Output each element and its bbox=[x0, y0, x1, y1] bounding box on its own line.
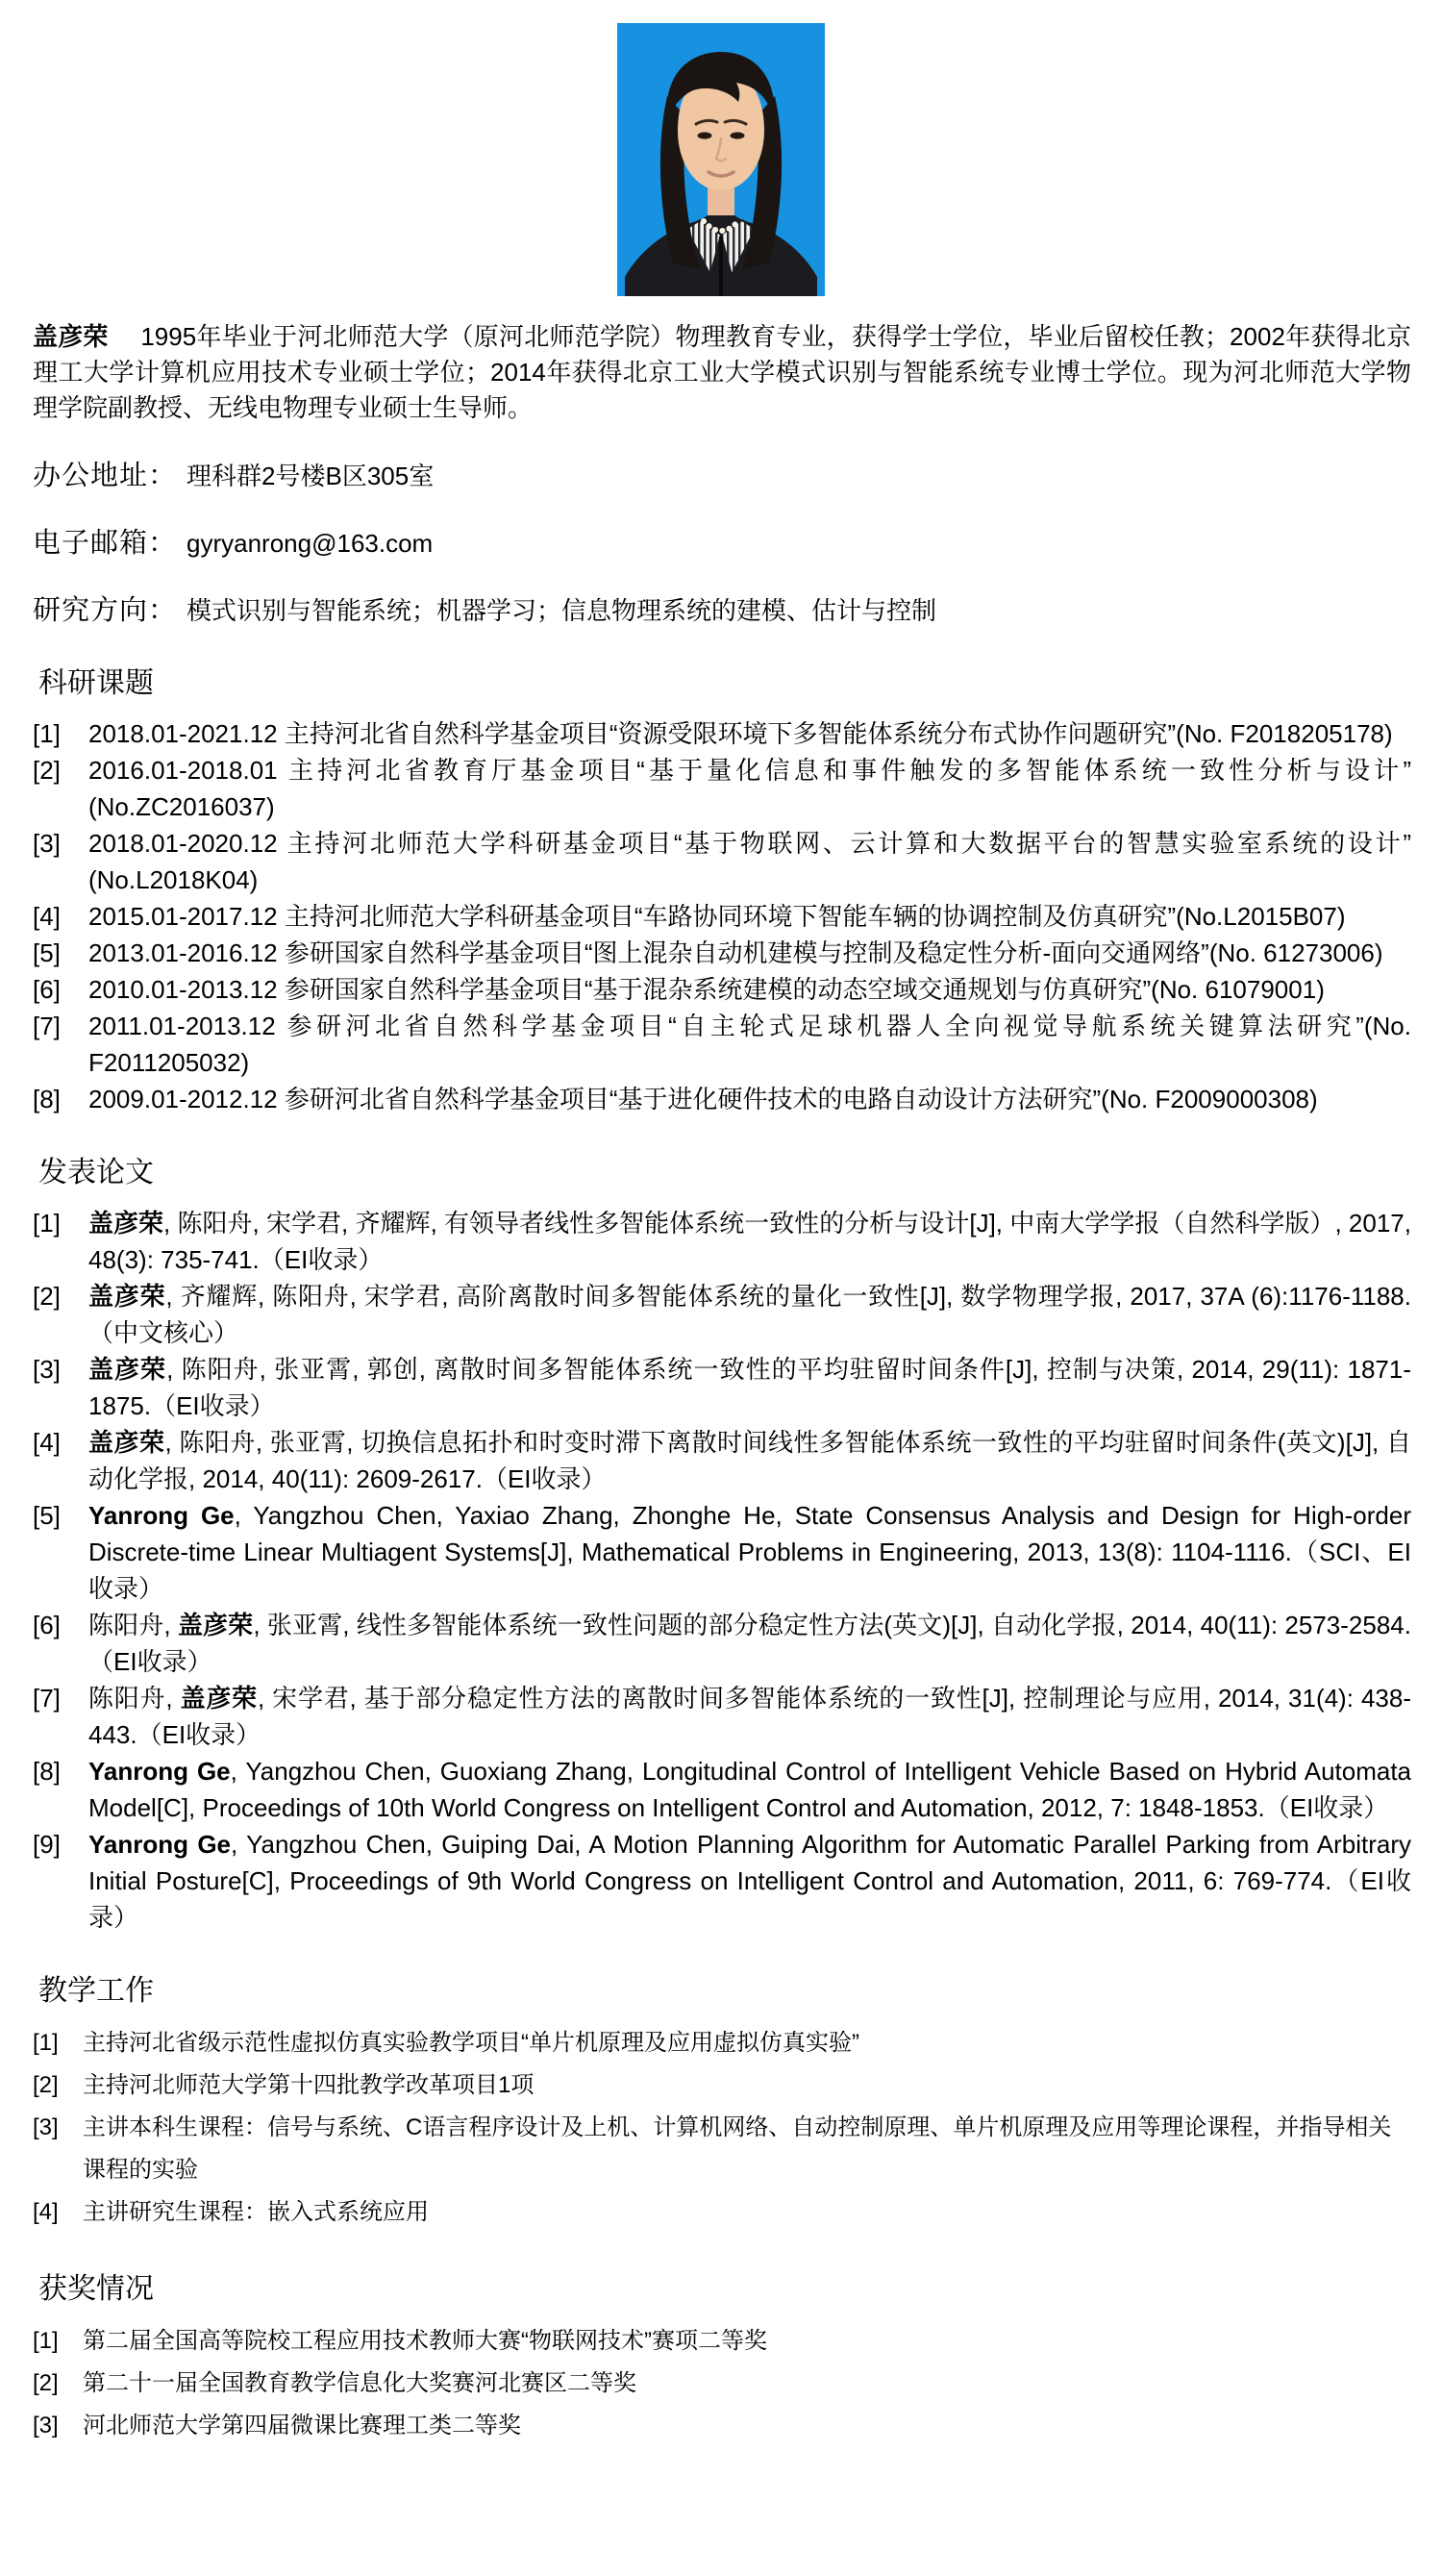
item-text bbox=[83, 2320, 1411, 2363]
item-text bbox=[88, 1680, 1411, 1753]
item-marker: [3] bbox=[33, 2413, 59, 2438]
publication-item bbox=[33, 1753, 1411, 1826]
publication-item bbox=[33, 1424, 1411, 1497]
text-segment: , 张亚霄, 线性多智能体系统一致性问题的部分稳定性方法(英文)[J], 自动化学报, 2014, 40(11): 2573-2584.（EI收录） bbox=[88, 1611, 1411, 1676]
text-segment: 陈阳舟, bbox=[88, 1611, 178, 1639]
item-marker: [3] bbox=[33, 1355, 61, 1384]
photo-area bbox=[0, 0, 1442, 296]
text-segment: , 宋学君, 基于部分稳定性方法的离散时间多智能体系统的一致性[J], 控制理论与应用, 2014, 31(4): 438-443.（EI收录） bbox=[88, 1684, 1411, 1749]
text-segment: 河北师范大学第四届微课比赛理工类二等奖 bbox=[83, 2413, 521, 2438]
item-text bbox=[88, 1424, 1411, 1497]
item-text bbox=[83, 2064, 1411, 2107]
section-heading-publications: 发表论文 bbox=[38, 1157, 154, 1188]
publication-item bbox=[33, 1826, 1411, 1936]
bio-paragraph bbox=[33, 319, 1411, 426]
item-marker: [1] bbox=[33, 719, 61, 748]
text-segment: 主持河北省级示范性虚拟仿真实验教学项目“单片机原理及应用虚拟仿真实验” bbox=[83, 2030, 859, 2056]
item-marker: [3] bbox=[33, 2114, 59, 2140]
text-segment: 第二届全国高等院校工程应用技术教师大赛“物联网技术”赛项二等奖 bbox=[83, 2328, 767, 2354]
item-text bbox=[88, 971, 1411, 1008]
text-segment: 2010.01-2013.12 参研国家自然科学基金项目“基于混杂系统建模的动态空域交通规划与仿真研究”(No. 61079001) bbox=[88, 975, 1325, 1004]
project-item bbox=[33, 1008, 1411, 1081]
text-segment: , 齐耀辉, 陈阳舟, 宋学君, 高阶离散时间多智能体系统的量化一致性[J], 数学物理学报, 2017, 37A (6):1176-1188.（中文核心） bbox=[88, 1282, 1411, 1347]
text-segment: 2018.01-2021.12 主持河北省自然科学基金项目“资源受限环境下多智能体系统分布式协作问题研究”(No. F2018205178) bbox=[88, 719, 1393, 748]
item-marker: [8] bbox=[33, 1085, 61, 1113]
project-item bbox=[33, 1081, 1411, 1117]
item-marker: [3] bbox=[33, 829, 61, 858]
item-marker: [1] bbox=[33, 2030, 59, 2056]
teaching-list bbox=[33, 2022, 1411, 2234]
text-segment: 2009.01-2012.12 参研河北省自然科学基金项目“基于进化硬件技术的电路自动设计方法研究”(No. F2009000308) bbox=[88, 1085, 1318, 1113]
award-item bbox=[33, 2320, 1411, 2363]
teaching-item bbox=[33, 2191, 1411, 2234]
publications-list bbox=[33, 1205, 1411, 1936]
publication-item bbox=[33, 1680, 1411, 1753]
award-item bbox=[33, 2363, 1411, 2405]
item-text bbox=[88, 1607, 1411, 1680]
award-item bbox=[33, 2405, 1411, 2447]
highlighted-name: Yanrong Ge bbox=[88, 1757, 231, 1786]
highlighted-name: 盖彦荣 bbox=[88, 1209, 164, 1238]
email-label: 电子邮箱： bbox=[33, 528, 178, 559]
highlighted-name: 盖彦荣 bbox=[88, 1428, 165, 1457]
research-direction-value: 模式识别与智能系统；机器学习；信息物理系统的建模、估计与控制 bbox=[186, 596, 937, 625]
item-marker: [2] bbox=[33, 2072, 59, 2098]
item-text bbox=[88, 1205, 1411, 1278]
text-segment: 2011.01-2013.12 参研河北省自然科学基金项目“自主轮式足球机器人全向视觉导航系统关键算法研究”(No. F2011205032) bbox=[88, 1012, 1411, 1077]
profile-content bbox=[0, 319, 1442, 2447]
item-marker: [8] bbox=[33, 1757, 61, 1786]
text-segment: 主讲本科生课程：信号与系统、C语言程序设计及上机、计算机网络、自动控制原理、单片机原理及应用等理论课程，并指导相关课程的实验 bbox=[83, 2114, 1392, 2183]
item-marker: [7] bbox=[33, 1684, 61, 1713]
item-text bbox=[83, 2022, 1411, 2064]
item-marker: [5] bbox=[33, 1501, 61, 1530]
publication-item bbox=[33, 1278, 1411, 1351]
portrait-photo bbox=[617, 23, 825, 296]
text-segment: 2016.01-2018.01 主持河北省教育厅基金项目“基于量化信息和事件触发的多智能体系统一致性分析与设计”(No.ZC2016037) bbox=[88, 756, 1411, 821]
item-marker: [2] bbox=[33, 2370, 59, 2396]
office-address-label: 办公地址： bbox=[33, 461, 178, 491]
text-segment: 主讲研究生课程：嵌入式系统应用 bbox=[83, 2199, 429, 2225]
text-segment: 2015.01-2017.12 主持河北师范大学科研基金项目“车路协同环境下智能车辆的协调控制及仿真研究”(No.L2015B07) bbox=[88, 902, 1346, 931]
project-item bbox=[33, 935, 1411, 971]
item-text bbox=[83, 2191, 1411, 2234]
teaching-item bbox=[33, 2107, 1411, 2191]
item-text bbox=[88, 752, 1411, 825]
item-marker: [4] bbox=[33, 1428, 61, 1457]
item-text bbox=[88, 1008, 1411, 1081]
project-item bbox=[33, 715, 1411, 752]
text-segment: 陈阳舟, bbox=[88, 1684, 181, 1713]
highlighted-name: Yanrong Ge bbox=[88, 1501, 235, 1530]
highlighted-name: 盖彦荣 bbox=[88, 1282, 166, 1311]
item-text bbox=[88, 1753, 1411, 1826]
text-segment: , Yangzhou Chen, Guiping Dai, A Motion Planning Algorithm for Automatic Parallel Parking from Arbitrary Initial Posture[C], Proceedings of 9th World Congress on Intelligent Control and Automation, 2011, 6: 769-774.（EI收录） bbox=[88, 1830, 1411, 1932]
item-text bbox=[83, 2363, 1411, 2405]
section-heading-awards: 获奖情况 bbox=[38, 2273, 154, 2305]
publication-item bbox=[33, 1205, 1411, 1278]
project-item bbox=[33, 825, 1411, 898]
item-text bbox=[88, 1278, 1411, 1351]
item-text bbox=[88, 825, 1411, 898]
text-segment: , 陈阳舟, 宋学君, 齐耀辉, 有领导者线性多智能体系统一致性的分析与设计[J], 中南大学学报（自然科学版）, 2017, 48(3): 735-741.（EI收录） bbox=[88, 1209, 1411, 1274]
info-row-email bbox=[33, 521, 1411, 561]
highlighted-name: 盖彦荣 bbox=[180, 1684, 258, 1713]
section-heading-projects: 科研课题 bbox=[38, 667, 154, 699]
text-segment: , 陈阳舟, 张亚霄, 郭创, 离散时间多智能体系统一致性的平均驻留时间条件[J], 控制与决策, 2014, 29(11): 1871-1875.（EI收录） bbox=[88, 1355, 1411, 1420]
text-segment: 第二十一届全国教育教学信息化大奖赛河北赛区二等奖 bbox=[83, 2370, 636, 2396]
section-heading-teaching: 教学工作 bbox=[38, 1975, 154, 2007]
project-item bbox=[33, 752, 1411, 825]
text-segment: 2018.01-2020.12 主持河北师范大学科研基金项目“基于物联网、云计算和大数据平台的智慧实验室系统的设计”(No.L2018K04) bbox=[88, 829, 1411, 894]
item-marker: [9] bbox=[33, 1830, 61, 1859]
item-marker: [2] bbox=[33, 756, 61, 785]
item-text bbox=[88, 898, 1411, 935]
info-row-office bbox=[33, 454, 1411, 493]
research-direction-label: 研究方向： bbox=[33, 595, 178, 626]
item-marker: [5] bbox=[33, 938, 61, 967]
item-marker: [4] bbox=[33, 2199, 59, 2225]
highlighted-name: 盖彦荣 bbox=[33, 322, 109, 351]
item-marker: [1] bbox=[33, 1209, 61, 1238]
item-text bbox=[83, 2405, 1411, 2447]
item-text bbox=[88, 935, 1411, 971]
text-segment: 主持河北师范大学第十四批教学改革项目1项 bbox=[83, 2072, 535, 2098]
text-segment: , Yangzhou Chen, Yaxiao Zhang, Zhonghe He, State Consensus Analysis and Design for High-order Discrete-time Linear Multiagent Systems[J], Mathematical Problems in Engineering, 2013, 13(8): 1104-1116.（SCI、EI收录） bbox=[88, 1501, 1411, 1603]
item-text bbox=[88, 1351, 1411, 1424]
project-item bbox=[33, 971, 1411, 1008]
office-address-value: 理科群2号楼B区305室 bbox=[186, 462, 435, 490]
publication-item bbox=[33, 1607, 1411, 1680]
item-text bbox=[88, 715, 1411, 752]
text-segment: 1995年毕业于河北师范大学（原河北师范学院）物理教育专业，获得学士学位，毕业后留校任教；2002年获得北京理工大学计算机应用技术专业硕士学位；2014年获得北京工业大学模式识别与智能系统专业博士学位。现为河北师范大学物理学院副教授、无线电物理专业硕士生导师。 bbox=[33, 322, 1411, 422]
projects-list bbox=[33, 715, 1411, 1117]
item-marker: [2] bbox=[33, 1282, 61, 1311]
item-text bbox=[83, 2107, 1411, 2191]
item-marker: [6] bbox=[33, 1611, 61, 1639]
item-text bbox=[88, 1826, 1411, 1936]
project-item bbox=[33, 898, 1411, 935]
highlighted-name: 盖彦荣 bbox=[88, 1355, 167, 1384]
item-marker: [1] bbox=[33, 2328, 59, 2354]
teaching-item bbox=[33, 2022, 1411, 2064]
text-segment: , Yangzhou Chen, Guoxiang Zhang, Longitudinal Control of Intelligent Vehicle Based on Hybrid Automata Model[C], Proceedings of 10th World Congress on Intelligent Control and Automation, 2012, 7: 1848-1853.（EI收录） bbox=[88, 1757, 1412, 1822]
item-marker: [6] bbox=[33, 975, 61, 1004]
awards-list bbox=[33, 2320, 1411, 2447]
item-marker: [4] bbox=[33, 902, 61, 931]
text-segment: 2013.01-2016.12 参研国家自然科学基金项目“图上混杂自动机建模与控制及稳定性分析-面向交通网络”(No. 61273006) bbox=[88, 938, 1383, 967]
email-value: gyryanrong@163.com bbox=[186, 529, 434, 558]
item-text bbox=[88, 1081, 1411, 1117]
publication-item bbox=[33, 1497, 1411, 1607]
info-row-research bbox=[33, 588, 1411, 628]
item-marker: [7] bbox=[33, 1012, 61, 1040]
item-text bbox=[88, 1497, 1411, 1607]
highlighted-name: 盖彦荣 bbox=[177, 1611, 254, 1639]
highlighted-name: Yanrong Ge bbox=[88, 1830, 232, 1859]
text-segment: , 陈阳舟, 张亚霄, 切换信息拓扑和时变时滞下离散时间线性多智能体系统一致性的平均驻留时间条件(英文)[J], 自动化学报, 2014, 40(11): 2609-2617.（EI收录） bbox=[88, 1428, 1411, 1493]
publication-item bbox=[33, 1351, 1411, 1424]
teaching-item bbox=[33, 2064, 1411, 2107]
